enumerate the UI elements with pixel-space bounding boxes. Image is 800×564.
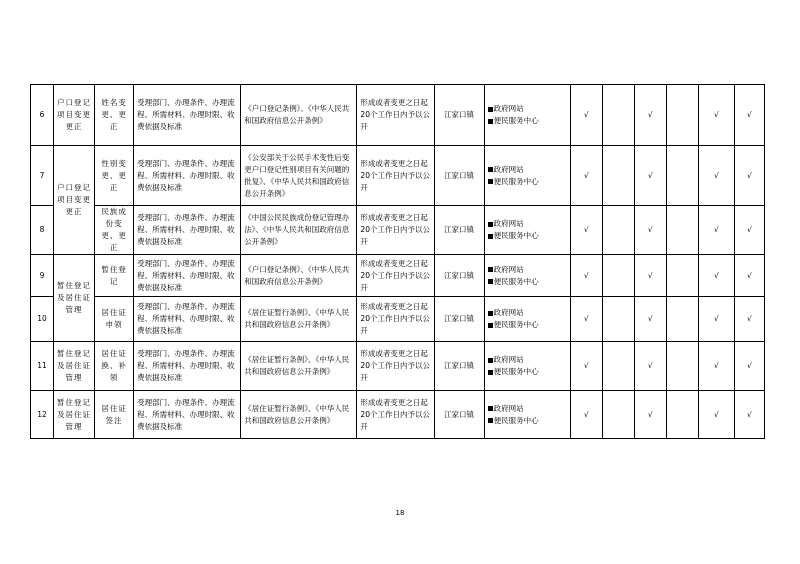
content-cell: 受理部门、办理条件、办理流程、所需材料、办理时限、收费依据及标准 (134, 146, 241, 206)
content-cell: 受理部门、办理条件、办理流程、所需材料、办理时限、收费依据及标准 (134, 206, 241, 255)
table-row (31, 297, 765, 342)
check-cell: √ (634, 146, 666, 206)
row-number: 9 (31, 255, 54, 297)
category-cell: 户口登记项目变更更正 (54, 146, 95, 255)
check-cell: √ (734, 146, 764, 206)
square-bullet-icon (488, 234, 493, 239)
check-cell: √ (734, 391, 764, 439)
row-number: 12 (31, 391, 54, 439)
check-cell: √ (570, 146, 602, 206)
category-cell: 暂住登记及居住证管理 (54, 342, 95, 391)
check-cell (602, 342, 634, 391)
channel-item (488, 230, 567, 242)
check-cell: √ (634, 85, 666, 146)
check-cell (602, 297, 634, 342)
channel-label: 便民服务中心 (493, 116, 539, 125)
check-cell: √ (734, 297, 764, 342)
subject-cell: 江家口镇 (434, 146, 484, 206)
basis-cell: 《居住证暂行条例》、《中华人民共和国政府信息公开条例》 (241, 342, 357, 391)
time-cell: 形成或者变更之日起20个工作日内予以公开 (357, 297, 434, 342)
check-cell: √ (570, 391, 602, 439)
check-cell: √ (734, 206, 764, 255)
square-bullet-icon (488, 107, 493, 112)
content-cell: 受理部门、办理条件、办理流程、所需材料、办理时限、收费依据及标准 (134, 391, 241, 439)
table-body (31, 85, 765, 439)
square-bullet-icon (488, 370, 493, 375)
table-row (31, 146, 765, 206)
check-cell (602, 146, 634, 206)
check-cell: √ (634, 297, 666, 342)
channel-label: 便民服务中心 (493, 276, 539, 286)
channel-item (488, 307, 567, 319)
check-cell: √ (734, 85, 764, 146)
channel-item (488, 415, 567, 427)
subject-cell: 江家口镇 (434, 391, 484, 439)
table-row (31, 85, 765, 146)
time-cell: 形成或者变更之日起20个工作日内予以公开 (357, 206, 434, 255)
channel-label: 便民服务中心 (493, 415, 539, 425)
row-number: 10 (31, 297, 54, 342)
check-cell: √ (634, 206, 666, 255)
check-cell: √ (634, 342, 666, 391)
subject-cell: 江家口镇 (434, 85, 484, 146)
channel-label: 政府网站 (493, 219, 524, 228)
content-cell: 受理部门、办理条件、办理流程、所需材料、办理时限、收费依据及标准 (134, 255, 241, 297)
table-row (31, 255, 765, 297)
channels-cell (484, 255, 570, 297)
table-row (31, 206, 765, 255)
check-cell: √ (698, 206, 734, 255)
check-cell (666, 85, 698, 146)
channel-label: 便民服务中心 (493, 231, 539, 240)
time-cell: 形成或者变更之日起20个工作日内予以公开 (357, 342, 434, 391)
basis-cell: 《公安部关于公民手术变性后变更户口登记性别项目有关问题的批复》、《中华人民共和国政府信息公开条例》 (241, 146, 357, 206)
row-number: 11 (31, 342, 54, 391)
check-cell (666, 391, 698, 439)
item-cell: 居住证签注 (95, 391, 134, 439)
basis-cell: 《中国公民民族成份登记管理办法》、《中华人民共和国政府信息公开条例》 (241, 206, 357, 255)
check-cell: √ (570, 342, 602, 391)
subject-cell: 江家口镇 (434, 255, 484, 297)
square-bullet-icon (488, 167, 493, 172)
category-cell: 户口登记项目变更更正 (54, 85, 95, 146)
channel-item (488, 366, 567, 378)
check-cell: √ (570, 255, 602, 297)
channel-label: 便民服务中心 (493, 176, 539, 186)
channels-cell (484, 297, 570, 342)
channel-label: 政府网站 (493, 403, 524, 413)
check-cell (666, 342, 698, 391)
channel-item (488, 319, 567, 331)
content-cell: 受理部门、办理条件、办理流程、所需材料、办理时限、收费依据及标准 (134, 85, 241, 146)
time-cell: 形成或者变更之日起20个工作日内予以公开 (357, 146, 434, 206)
basis-cell: 《居住证暂行条例》、《中华人民共和国政府信息公开条例》 (241, 297, 357, 342)
square-bullet-icon (488, 279, 493, 284)
row-number: 6 (31, 85, 54, 146)
check-cell (602, 85, 634, 146)
basis-cell: 《户口登记条例》、《中华人民共和国政府信息公开条例》 (241, 85, 357, 146)
square-bullet-icon (488, 119, 493, 124)
channel-item (488, 115, 567, 127)
channel-item (488, 354, 567, 366)
check-cell: √ (570, 206, 602, 255)
check-cell (666, 206, 698, 255)
square-bullet-icon (488, 418, 493, 423)
channel-item (488, 276, 567, 288)
check-cell: √ (734, 342, 764, 391)
square-bullet-icon (488, 222, 493, 227)
item-cell: 姓名变更、更正 (95, 85, 134, 146)
channel-label: 政府网站 (493, 264, 524, 274)
check-cell: √ (698, 255, 734, 297)
channel-item (488, 218, 567, 230)
check-cell: √ (698, 342, 734, 391)
item-cell: 居住证申领 (95, 297, 134, 342)
basis-cell: 《居住证暂行条例》、《中华人民共和国政府信息公开条例》 (241, 391, 357, 439)
item-cell: 性别变更、更正 (95, 146, 134, 206)
disclosure-table (30, 84, 765, 439)
check-cell (602, 255, 634, 297)
check-cell: √ (634, 391, 666, 439)
check-cell: √ (698, 146, 734, 206)
channel-item (488, 403, 567, 415)
square-bullet-icon (488, 406, 493, 411)
basis-cell: 《户口登记条例》、《中华人民共和国政府信息公开条例》 (241, 255, 357, 297)
channel-item (488, 103, 567, 115)
category-cell: 暂住登记及居住证管理 (54, 391, 95, 439)
check-cell: √ (570, 85, 602, 146)
square-bullet-icon (488, 311, 493, 316)
check-cell: √ (570, 297, 602, 342)
check-cell: √ (698, 391, 734, 439)
square-bullet-icon (488, 267, 493, 272)
channels-cell (484, 146, 570, 206)
check-cell (602, 206, 634, 255)
channel-label: 政府网站 (493, 355, 524, 364)
channel-item (488, 176, 567, 188)
row-number: 8 (31, 206, 54, 255)
channel-item (488, 264, 567, 276)
content-cell: 受理部门、办理条件、办理流程、所需材料、办理时限、收费依据及标准 (134, 342, 241, 391)
content-cell: 受理部门、办理条件、办理流程、所需材料、办理时限、收费依据及标准 (134, 297, 241, 342)
subject-cell: 江家口镇 (434, 297, 484, 342)
square-bullet-icon (488, 358, 493, 363)
channels-cell (484, 206, 570, 255)
check-cell (666, 146, 698, 206)
time-cell: 形成或者变更之日起20个工作日内予以公开 (357, 85, 434, 146)
channels-cell (484, 342, 570, 391)
channels-cell (484, 85, 570, 146)
square-bullet-icon (488, 179, 493, 184)
check-cell: √ (634, 255, 666, 297)
check-cell (666, 255, 698, 297)
row-number: 7 (31, 146, 54, 206)
page-number: 18 (395, 509, 405, 517)
channel-item (488, 164, 567, 176)
time-cell: 形成或者变更之日起20个工作日内予以公开 (357, 255, 434, 297)
subject-cell: 江家口镇 (434, 206, 484, 255)
item-cell: 居住证换、补领 (95, 342, 134, 391)
table-row (31, 342, 765, 391)
check-cell: √ (734, 255, 764, 297)
channel-label: 政府网站 (493, 308, 524, 317)
table-row (31, 391, 765, 439)
time-cell: 形成或者变更之日起20个工作日内予以公开 (357, 391, 434, 439)
item-cell: 民族成份变更、更正 (95, 206, 134, 255)
channel-label: 政府网站 (493, 104, 524, 113)
check-cell: √ (698, 85, 734, 146)
check-cell: √ (698, 297, 734, 342)
subject-cell: 江家口镇 (434, 342, 484, 391)
check-cell (602, 391, 634, 439)
channel-label: 政府网站 (493, 164, 524, 174)
category-cell: 暂住登记及居住证管理 (54, 255, 95, 342)
channel-label: 便民服务中心 (493, 367, 539, 376)
item-cell: 暂住登记 (95, 255, 134, 297)
check-cell (666, 297, 698, 342)
channels-cell (484, 391, 570, 439)
channel-label: 便民服务中心 (493, 320, 539, 329)
square-bullet-icon (488, 323, 493, 328)
